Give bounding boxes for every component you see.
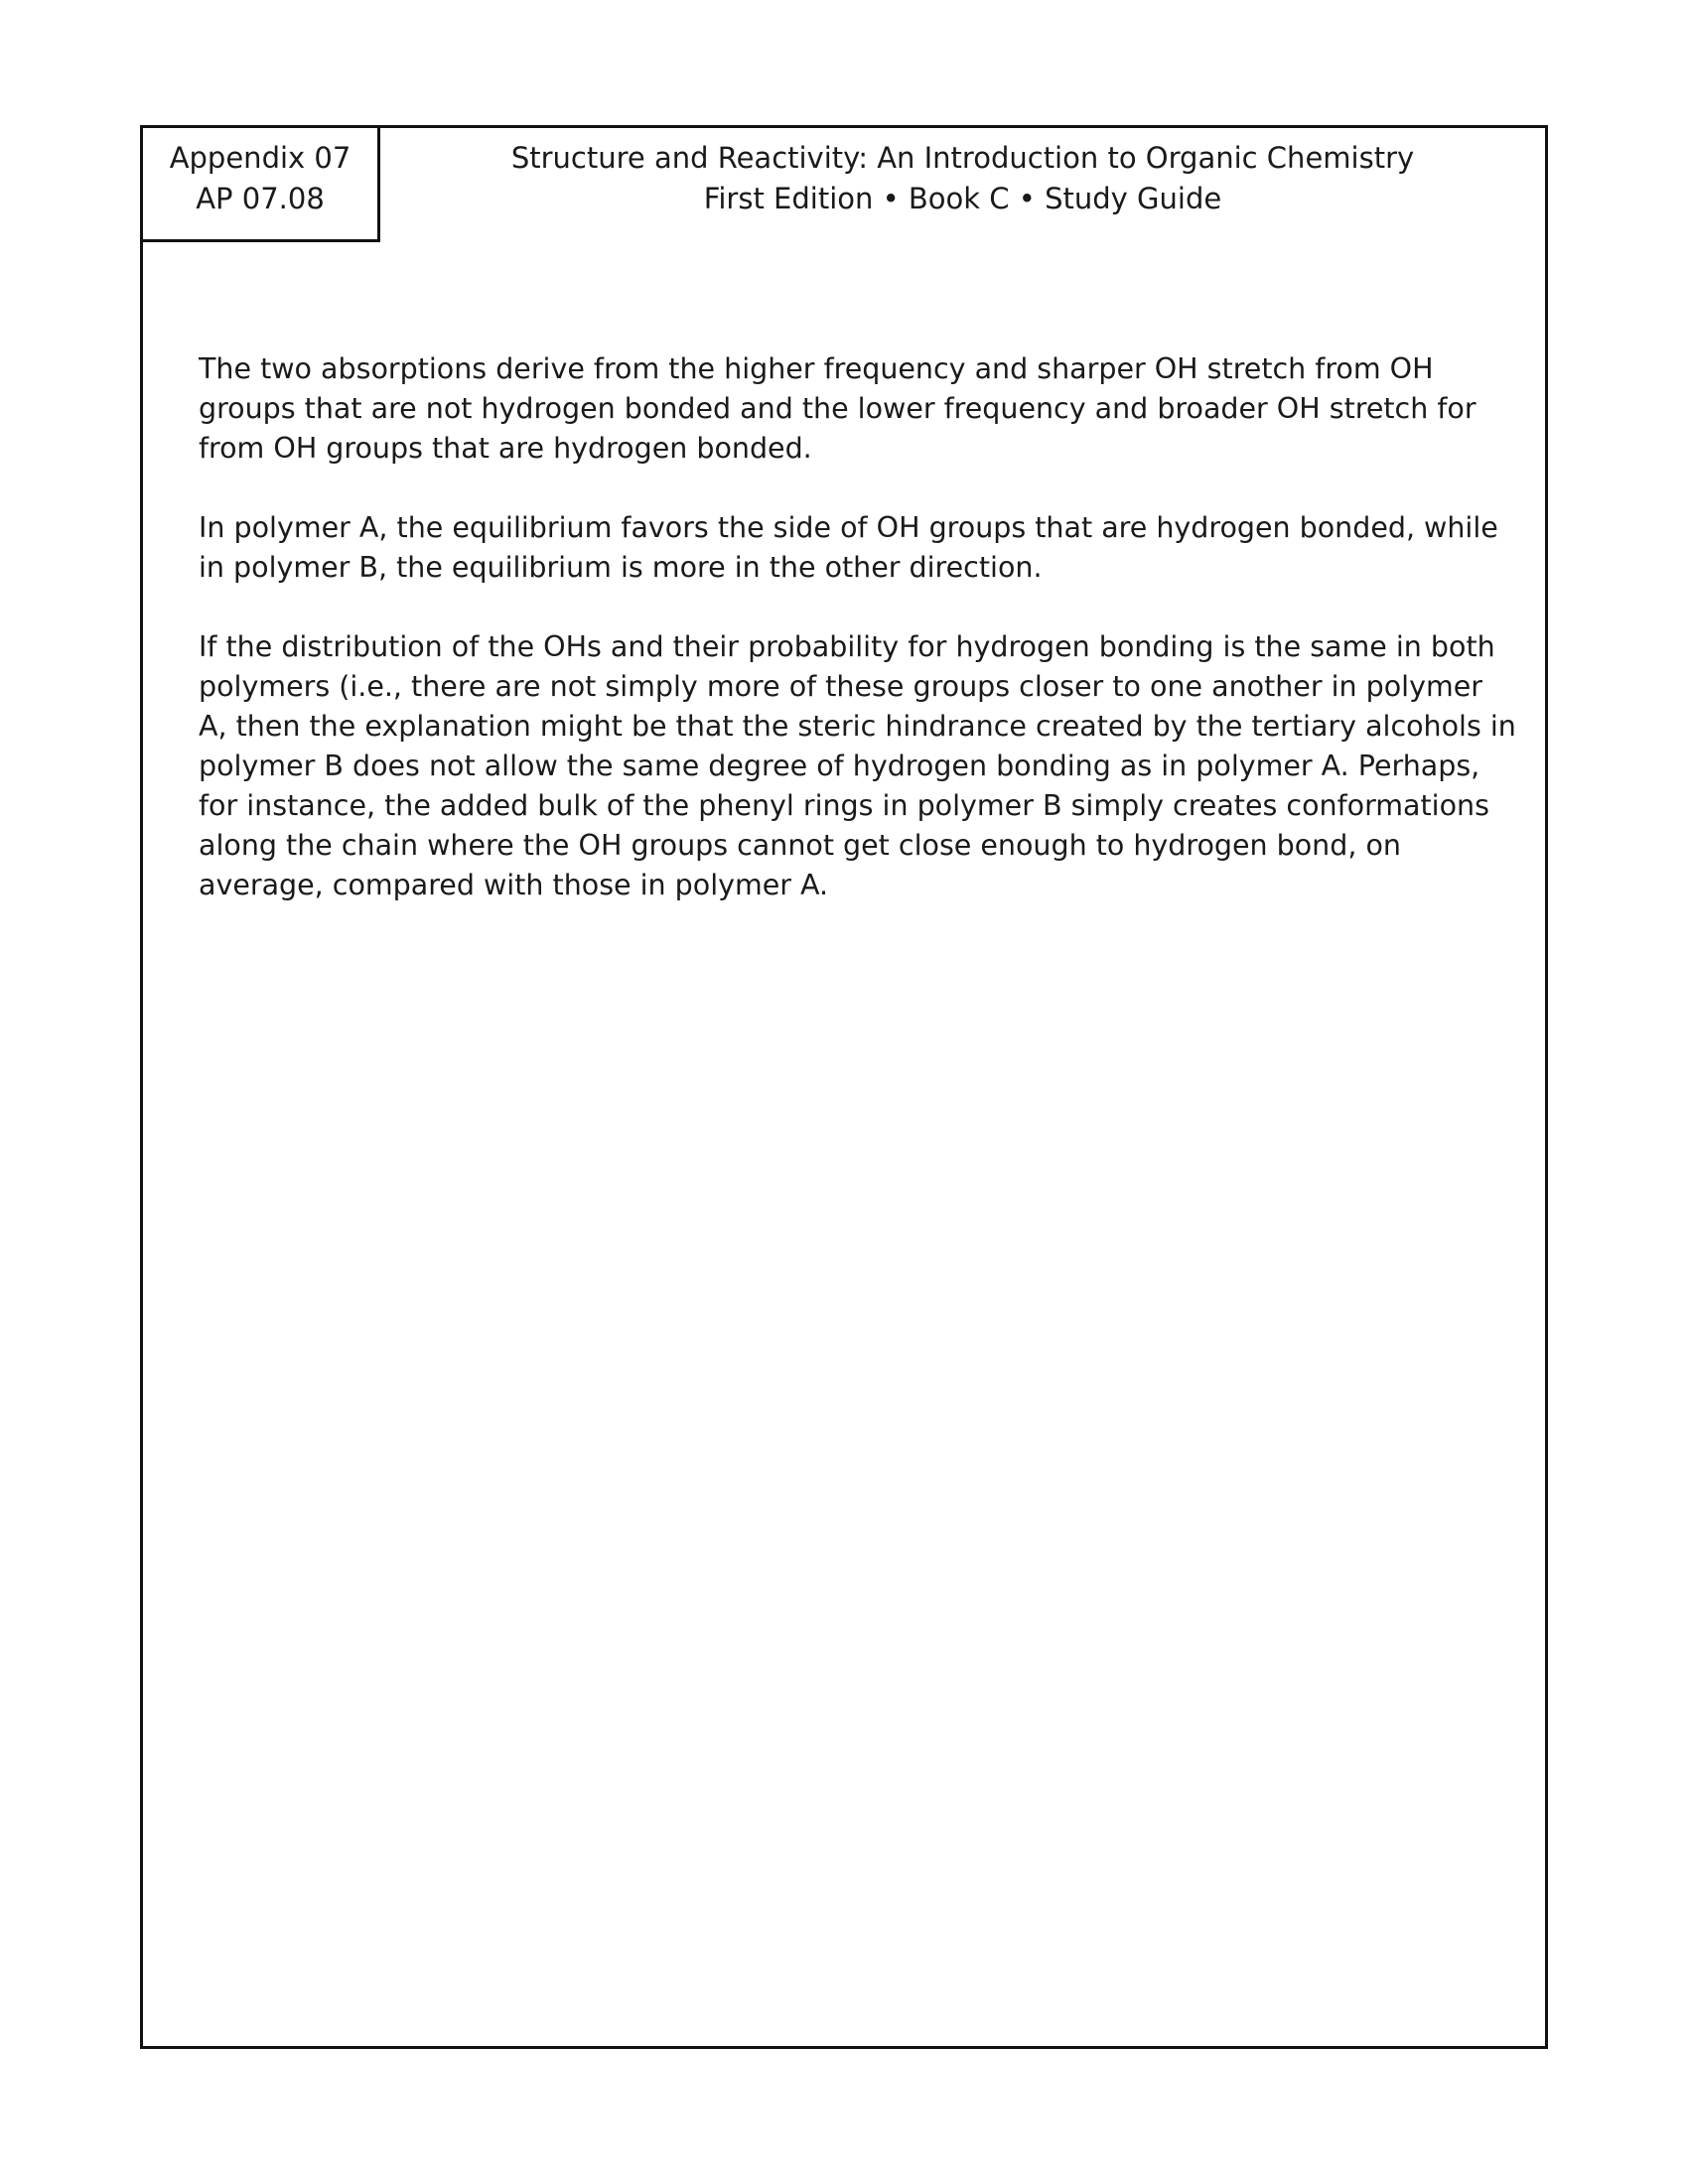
paragraph-equilibrium: In polymer A, the equilibrium favors the side of OH groups that are hydrogen bonded, while in polymer B, the equilibrium is more in the other direction. [199,511,1498,584]
page-code: AP 07.08 [196,182,325,215]
paragraph-steric-hindrance: If the distribution of the OHs and their probability for hydrogen bonding is the same in both polymers (i.e., there are not simply more of these groups closer to one another in polymer A, then the explanation might be that the steric hindrance created by the tertiary alcohols in polymer B does not allow the same degree of hydrogen bonding as in polymer A. Perhaps, for instance, the added bulk of the phenyl rings in polymer B simply creates conformations along the chain where the OH groups cannot get close enough to hydrogen bond, on average, compared with those in polymer A. [199,630,1516,901]
appendix-number: Appendix 07 [169,141,352,175]
paragraph-absorptions: The two absorptions derive from the higher frequency and sharper OH stretch from OH groups that are not hydrogen bonded and the lower frequency and broader OH stretch for from OH groups that are hydrogen bonded. [199,352,1477,465]
appendix-label-box [143,128,380,242]
book-title-header [380,138,1545,219]
answer-text [199,349,1519,945]
book-edition: First Edition • Book C • Study Guide [703,182,1222,215]
book-title: Structure and Reactivity: An Introduction to Organic Chemistry [510,141,1415,175]
